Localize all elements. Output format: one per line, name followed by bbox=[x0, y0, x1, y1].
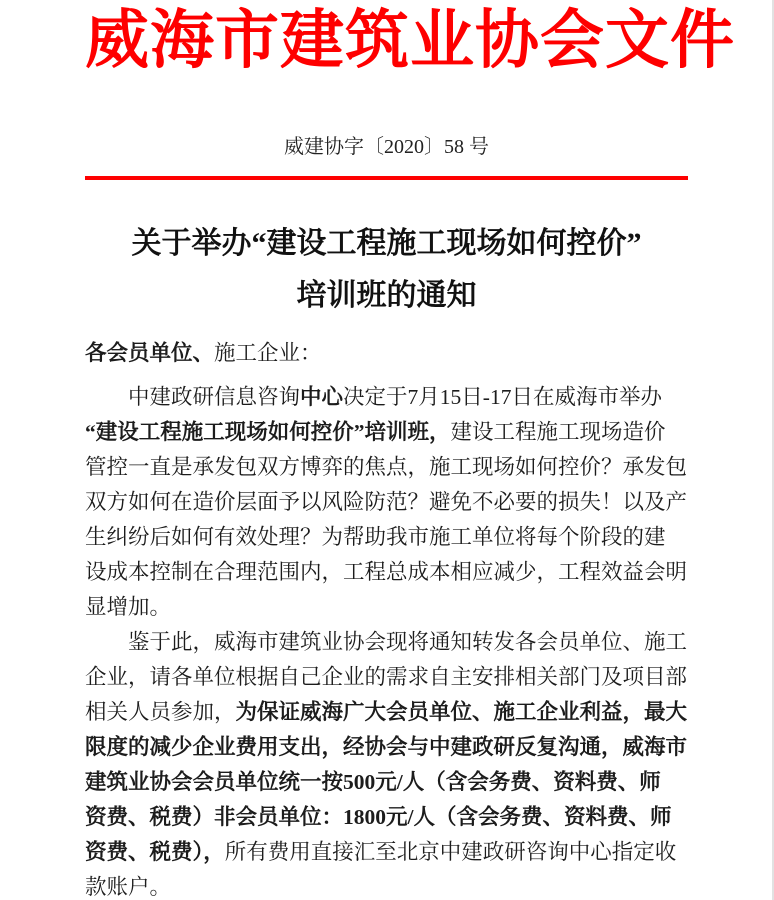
text-line bbox=[85, 415, 688, 450]
text-segment: 生纠纷后如何有效处理？为帮助我市施工单位将每个阶段的建 bbox=[85, 525, 666, 549]
bold-text-segment: 为保证威海广大会员单位、施工企业利益，最大 bbox=[235, 700, 688, 724]
text-line bbox=[85, 590, 688, 625]
text-line bbox=[85, 520, 688, 555]
text-line bbox=[85, 730, 688, 765]
salutation-line bbox=[85, 336, 688, 371]
bold-text-segment: 限度的减少企业费用支出，经协会与中建政研反复沟通，威海市 bbox=[85, 735, 688, 759]
text-segment: 决定于7月15日-17日在威海市举办 bbox=[343, 385, 662, 409]
bold-text-segment: 建筑业协会会员单位统一按500元/人（含会务费、资料费、师 bbox=[85, 770, 661, 794]
text-line bbox=[85, 800, 688, 835]
notice-title-line1: 关于举办“建设工程施工现场如何控价” bbox=[131, 227, 642, 260]
text-line bbox=[85, 450, 688, 485]
notice-title bbox=[85, 218, 688, 322]
text-segment: 管控一直是承发包双方博弈的焦点，施工现场如何控价？承发包 bbox=[85, 455, 688, 479]
text-line bbox=[85, 380, 688, 415]
text-line bbox=[85, 625, 688, 660]
bold-text-segment: “建设工程施工现场如何控价”培训班， bbox=[85, 420, 451, 444]
text-segment: 款账户。 bbox=[85, 875, 172, 899]
text-segment: 建设工程施工现场造价 bbox=[450, 420, 666, 444]
text-line bbox=[85, 835, 688, 870]
text-line bbox=[85, 695, 688, 730]
notice-title-line2: 培训班的通知 bbox=[296, 279, 477, 312]
text-segment: 显增加。 bbox=[85, 595, 172, 619]
text-line bbox=[85, 555, 688, 590]
text-segment: 所有费用直接汇至北京中建政研咨询中心指定收 bbox=[224, 840, 677, 864]
paragraph bbox=[85, 625, 688, 900]
bold-text-segment: 资费、税费）， bbox=[85, 840, 225, 864]
text-line bbox=[85, 660, 688, 695]
text-line bbox=[85, 485, 688, 520]
text-segment: 企业，请各单位根据自己企业的需求自主安排相关部门及项目部 bbox=[85, 665, 688, 689]
red-divider-line bbox=[85, 176, 688, 180]
bold-text-segment: 资费、税费）非会员单位：1800元/人（含会务费、资料费、师 bbox=[85, 805, 672, 829]
text-segment: 双方如何在造价层面予以风险防范？避免不必要的损失！以及产 bbox=[85, 490, 688, 514]
text-segment: 相关人员参加， bbox=[85, 700, 236, 724]
text-segment: 施工企业： bbox=[214, 341, 322, 365]
paragraph bbox=[85, 380, 688, 625]
text-line bbox=[85, 765, 688, 800]
bold-text-segment: 中心 bbox=[300, 385, 344, 409]
bold-text-segment: 各会员单位、 bbox=[85, 341, 215, 365]
document-number: 威建协字〔2020〕58 号 bbox=[284, 136, 489, 158]
text-segment: 鉴于此，威海市建筑业协会现将通知转发各会员单位、施工 bbox=[128, 630, 688, 654]
text-segment: 中建政研信息咨询 bbox=[128, 385, 301, 409]
document-body bbox=[85, 336, 688, 900]
red-header-org-title: 威海市建筑业协会文件 bbox=[85, 5, 735, 76]
text-segment: 设成本控制在合理范围内，工程总成本相应减少，工程效益会明 bbox=[85, 560, 688, 584]
text-line bbox=[85, 870, 688, 900]
